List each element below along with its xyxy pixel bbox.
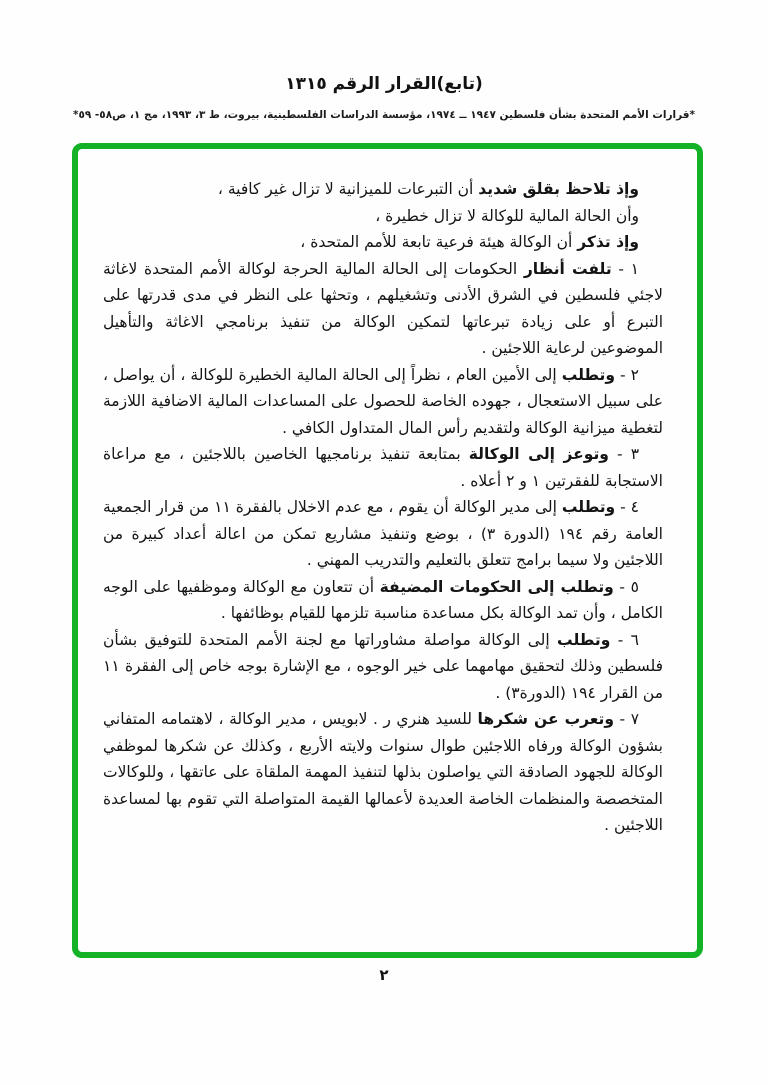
paragraph-lead: وتطلب [557,630,611,649]
preamble-paragraph-3 [103,229,663,256]
paragraph-text: أن الوكالة هيئة فرعية تابعة للأمم المتحدة ، [300,233,578,251]
paragraph-text: وأن الحالة المالية للوكالة لا تزال خطيرة ، [375,206,639,225]
operative-paragraph-2 [103,362,663,442]
paragraph-number: ٣ - [608,445,640,463]
operative-paragraph-5 [103,574,663,627]
page-title: (تابع)القرار الرقم ١٣١٥ [285,74,483,94]
paragraph-lead: تلفت أنظار [523,259,612,278]
paragraph-text: إلى مدير الوكالة أن يقوم ، مع عدم الاخلال بالفقرة ١١ من قرار الجمعية العامة رقم ١٩٤ (الدورة ٣) ، بوضع وتنفيذ مشاريع تمكن من اعالة أعداد كبيرة من اللاجئين ولا سيما برامج تتعلق بالتعليم والتدريب المهني . [103,498,663,569]
paragraph-number: ٦ - [610,630,639,649]
preamble-paragraph-1 [103,176,663,203]
operative-paragraph-6 [103,627,663,707]
paragraph-text: إلى الأمين العام ، نظراً إلى الحالة المالية الخطيرة للوكالة ، أن يواصل ، على سبيل الاستعجال ، جهوده الخاصة للحصول على المساعدات المالية الاضافية اللازمة لتغطية ميزانية الوكالة ولتقديم رأس المال المتداول الكافي . [103,365,663,437]
paragraph-number: ٥ - [613,577,639,596]
paragraph-lead: وإذ تلاحظ بقلق شديد [478,180,639,198]
paragraph-text: للسيد هنري ر . لابويس ، مدير الوكالة ، لاهتمامه المتفاني بشؤون الوكالة ورفاه اللاجئين طوال سنوات ولايته الأربع ، وكذلك عن شكرها لموظفي الوكالة للجهود الصادقة التي يواصلون بذلها لتنفيذ المهمة الملقاة على عاتقها ، وللوكالات المتخصصة والمنظمات الخاصة العديدة لأعمالها القيمة المتواصلة التي تقوم بها لمساعدة اللاجئين . [103,710,663,834]
paragraph-number: ٢ - [614,365,639,384]
paragraph-number: ٧ - [614,710,640,728]
paragraph-lead: وإذ تذكر [577,233,639,251]
paragraph-lead: وتطلب [561,498,616,516]
paragraph-lead: وتطلب [561,365,615,384]
paragraph-number: ١ - [611,259,639,278]
paragraph-lead: وتوعز إلى الوكالة [468,445,609,463]
document-body [103,176,663,839]
operative-paragraph-3 [103,441,663,494]
page-number: ٢ [379,966,389,984]
source-citation: *قرارات الأمم المتحدة بشأن فلسطين ١٩٤٧ ــ ١٩٧٤، مؤسسة الدراسات الفلسطينية، بيروت، ط ٣، ١٩٩٣، مج ١، ص٥٨- ٥٩* [72,109,696,121]
paragraph-text: أن التبرعات للميزانية لا تزال غير كافية ، [217,180,479,198]
paragraph-text: بمتابعة تنفيذ برنامجيها الخاصين باللاجئين ، مع مراعاة الاستجابة للفقرتين ١ و ٢ أعلاه . [103,445,663,490]
operative-paragraph-1 [103,256,663,362]
operative-paragraph-4 [103,494,663,574]
paragraph-lead: وتطلب إلى الحكومات المضيفة [379,577,614,596]
paragraph-lead: وتعرب عن شكرها [477,710,614,728]
paragraph-text: الحكومات إلى الحالة المالية الحرجة لوكالة الأمم المتحدة لاغاثة لاجئي فلسطين في الشرق الأدنى وتشغيلهم ، وتحثها على النظر في مدى قدرتها على التبرع أو على زيادة تبرعاتها لتمكين الوكالة من تنفيذ برنامجي الاغاثة والتأهيل الموضوعين لرعاية اللاجئين . [103,259,663,357]
paragraph-text: أن تتعاون مع الوكالة وموظفيها على الوجه الكامل ، وأن تمد الوكالة بكل مساعدة مناسبة تلزمها للقيام بوظائفها . [103,577,663,622]
preamble-paragraph-2 [103,203,663,230]
paragraph-text: إلى الوكالة مواصلة مشاوراتها مع لجنة الأمم المتحدة للتوفيق بشأن فلسطين وذلك لتحقيق مهامهما على خير الوجوه ، مع الإشارة بوجه خاص إلى الفقرة ١١ من القرار ١٩٤ (الدورة٣) . [103,630,663,702]
paragraph-number: ٤ - [615,498,639,516]
operative-paragraph-7 [103,706,663,839]
